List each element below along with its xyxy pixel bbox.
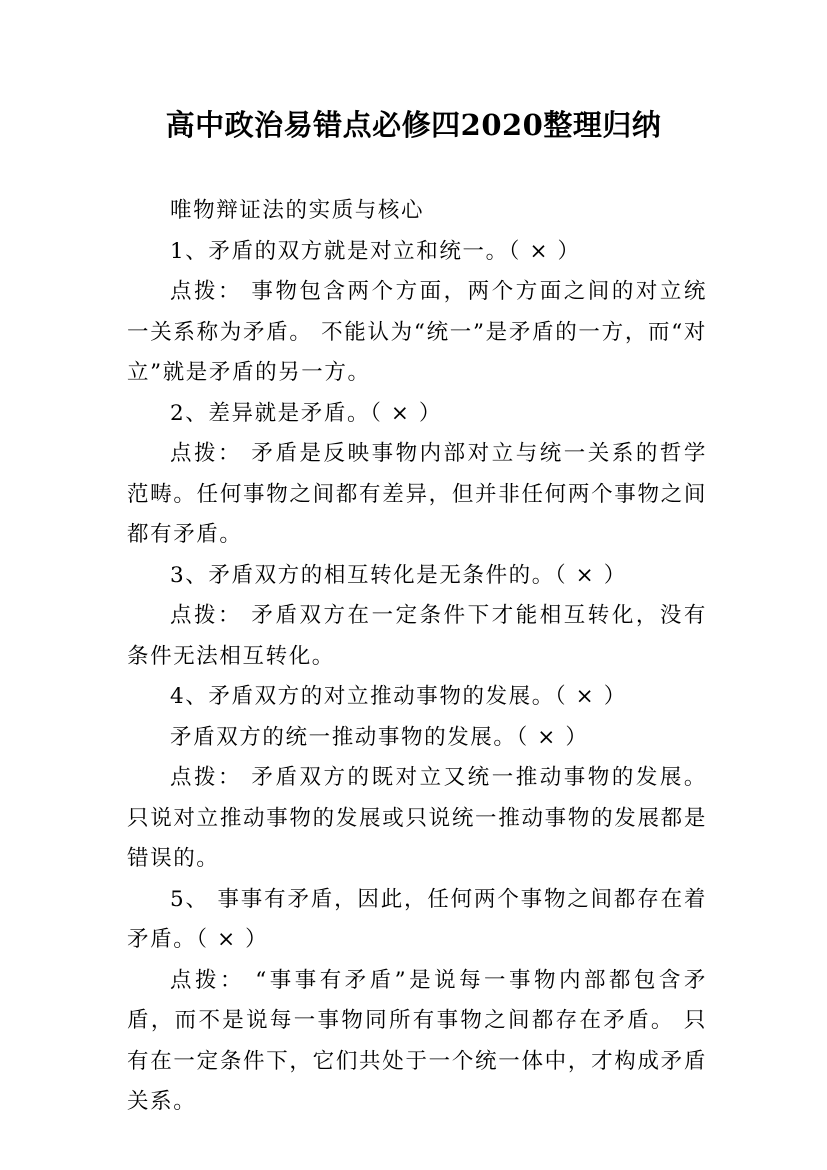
paragraph-explanation-3: 点拨： 矛盾双方在一定条件下才能相互转化，没有条件无法相互转化。 xyxy=(127,603,707,669)
document-body xyxy=(127,191,707,1123)
paragraph-question-3: 3、矛盾双方的相互转化是无条件的。（ × ） xyxy=(170,562,627,588)
paragraph-question-4b: 矛盾双方的统一推动事物的发展。（ × ） xyxy=(170,724,589,750)
document-title: 高中政治易错点必修四2020整理归纳 xyxy=(165,108,662,142)
paragraph-explanation-4: 点拨： 矛盾双方的既对立又统一推动事物的发展。 只说对立推动事物的发展或只说统一推动事物的发展都是错误的。 xyxy=(127,765,707,871)
paragraph-question-5: 5、 事事有矛盾，因此，任何两个事物之间都存在着矛盾。（ × ） xyxy=(127,886,707,952)
paragraph-section-heading: 唯物辩证法的实质与核心 xyxy=(170,198,425,223)
paragraph-explanation-5: 点拨： “事事有矛盾”是说每一事物内部都包含矛盾，而不是说每一事物同所有事物之间都存在矛盾。 只有在一定条件下，它们共处于一个统一体中，才构成矛盾关系。 xyxy=(127,967,707,1114)
paragraph-question-4a: 4、矛盾双方的对立推动事物的发展。（ × ） xyxy=(170,684,627,709)
paragraph-question-1: 1、矛盾的双方就是对立和统一。（ × ） xyxy=(170,238,581,264)
paragraph-explanation-2: 点拨： 矛盾是反映事物内部对立与统一关系的哲学范畴。任何事物之间都有差异，但并非任何两个事物之间都有矛盾。 xyxy=(127,441,707,547)
paragraph-explanation-1: 点拨： 事物包含两个方面，两个方面之间的对立统一关系称为矛盾。 不能认为“统一”是矛盾的一方，而“对立”就是矛盾的另一方。 xyxy=(127,279,707,385)
paragraph-question-2: 2、差异就是矛盾。（ × ） xyxy=(170,400,443,426)
